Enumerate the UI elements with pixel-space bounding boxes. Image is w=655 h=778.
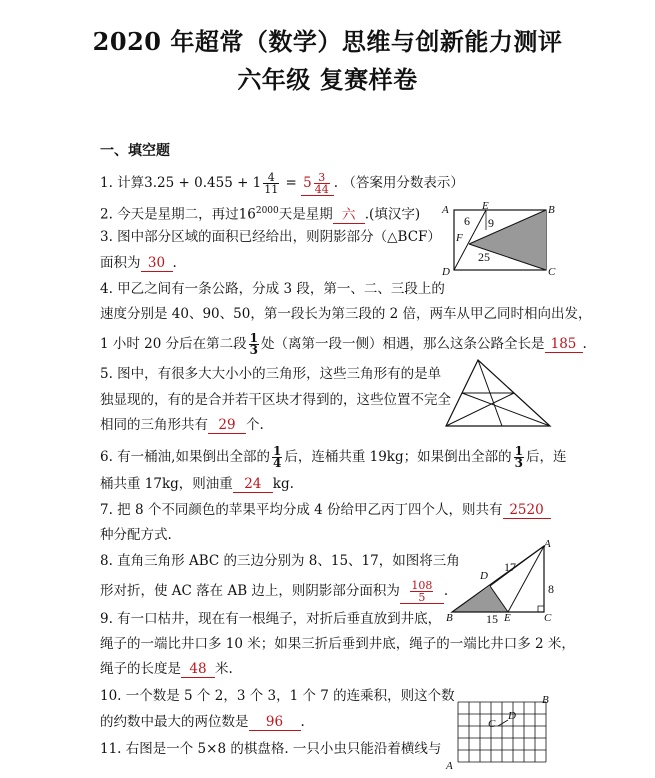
answer-2: 六: [333, 207, 365, 224]
question-5-line1: 5. 图中，有很多大大小小的三角形，这些三角形有的是单: [100, 366, 442, 382]
area-6: 6: [464, 214, 470, 228]
answer-9: 48: [181, 661, 215, 678]
length-15: 15: [486, 612, 498, 626]
label-d: D: [442, 266, 450, 278]
label-f: F: [456, 232, 463, 244]
question-11-line1: 11. 右图是一个 5×8 的棋盘格. 一只小虫只能沿着横线与: [100, 741, 442, 757]
answer-5: 29: [208, 417, 246, 434]
question-4-line1: 4. 甲乙之间有一条公路，分成 3 段，第一、二、三段上的: [100, 281, 445, 297]
answer-10: 96: [249, 714, 301, 731]
question-9-line1: 9. 有一口枯井，现在有一根绳子，对折后垂直放到井底，: [100, 611, 442, 627]
question-3-line2: 面积为 30 .: [100, 255, 177, 271]
label-a: A: [544, 538, 551, 550]
q8-figure: [440, 540, 560, 630]
label-e: E: [482, 200, 489, 212]
question-7-line1: 7. 把 8 个不同颜色的苹果平均分成 4 份给甲乙丙丁四个人，则共有 2520: [100, 501, 551, 519]
q8-triangle-diagram: [440, 540, 560, 630]
length-8: 8: [548, 582, 554, 596]
label-b: B: [446, 612, 453, 624]
label-a: A: [446, 760, 453, 772]
question-8-line1: 8. 直角三角形 ABC 的三边分别为 8、15、17，如图将三角: [100, 553, 460, 569]
q5-triangles-diagram: [442, 358, 554, 430]
answer-4: 185: [545, 336, 583, 353]
question-4-line2: 速度分别是 40、90、50，第一段长为第三段的 2 倍，两车从甲乙同时相向出发，: [100, 306, 592, 322]
q11-chessboard-grid: [446, 696, 556, 774]
q5-figure: [442, 358, 554, 430]
answer-1: 5 $\frac{3}{44}$: [301, 172, 334, 196]
label-e: E: [504, 612, 511, 624]
length-17: 17: [504, 560, 516, 574]
label-d: D: [508, 710, 516, 722]
question-6-line2: 桶共重 17kg，则油重 24 kg.: [100, 476, 294, 492]
label-d: D: [480, 570, 488, 582]
exam-subtitle: 六年级 复赛样卷: [237, 65, 418, 94]
bug-arrow: [498, 720, 508, 726]
answer-7: 2520: [503, 502, 551, 519]
section-heading: 一、填空题: [100, 143, 170, 159]
q3-figure: [440, 200, 560, 280]
q11-figure: [446, 696, 556, 774]
answer-6: 24: [233, 476, 273, 493]
label-c: C: [488, 718, 496, 730]
question-9-line2: 绳子的一端比井口多 10 米；如果三折后垂到井底，绳子的一端比井口多 2 米，: [100, 636, 575, 652]
question-3-line1: 3. 图中部分区域的面积已经给出，则阴影部分（△BCF）: [100, 229, 441, 245]
exam-title: 2020 年超常（数学）思维与创新能力测评: [92, 27, 563, 56]
question-10-line1: 10. 一个数是 5 个 2，3 个 3，1 个 7 的连乘积，则这个数: [100, 688, 455, 704]
question-5-line2: 独显现的，有的是合并若干区块才得到的，这些位置不完全: [100, 392, 451, 408]
answer-3: 30: [141, 255, 173, 272]
label-b: B: [548, 204, 555, 216]
area-9: 9: [488, 216, 494, 230]
question-4-line3: 1 小时 20 分后在第二段 $\frac{1}{3}$ 处（离第一段一侧）相遇，那么这条公路全长是 185 .: [100, 331, 587, 357]
question-2: 2. 今天是星期二，再过$16^{2000}$天是星期 六 .(填汉字): [100, 206, 421, 223]
question-6-line1: 6. 有一桶油,如果倒出全部的 $\frac{1}{4}$ 后，连桶共重 19kg；如果倒出全部的 $\frac{1}{3}$ 后，连: [100, 444, 567, 470]
question-10-line2: 的约数中最大的两位数是 96 .: [100, 714, 305, 730]
label-a: A: [442, 204, 449, 216]
label-b: B: [542, 694, 549, 706]
question-8-line2: 形对折，使 AC 落在 AB 边上，则阴影部分面积为 $\frac{108}{5}$ .: [100, 579, 449, 604]
label-c: C: [548, 266, 556, 278]
question-5-line3: 相同的三角形共有 29 个.: [100, 417, 264, 433]
question-1: 1. 计算3.25 + 0.455 + 1 $\frac{4}{11}$ = 5 $\frac{3}{44}$ . （答案用分数表示）: [100, 171, 464, 196]
label-c: C: [544, 612, 552, 624]
question-7-line2: 种分配方式.: [100, 527, 172, 543]
question-9-line3: 绳子的长度是 48 米.: [100, 661, 233, 677]
area-25: 25: [478, 250, 490, 264]
answer-8: $\frac{108}{5}$: [400, 580, 444, 604]
